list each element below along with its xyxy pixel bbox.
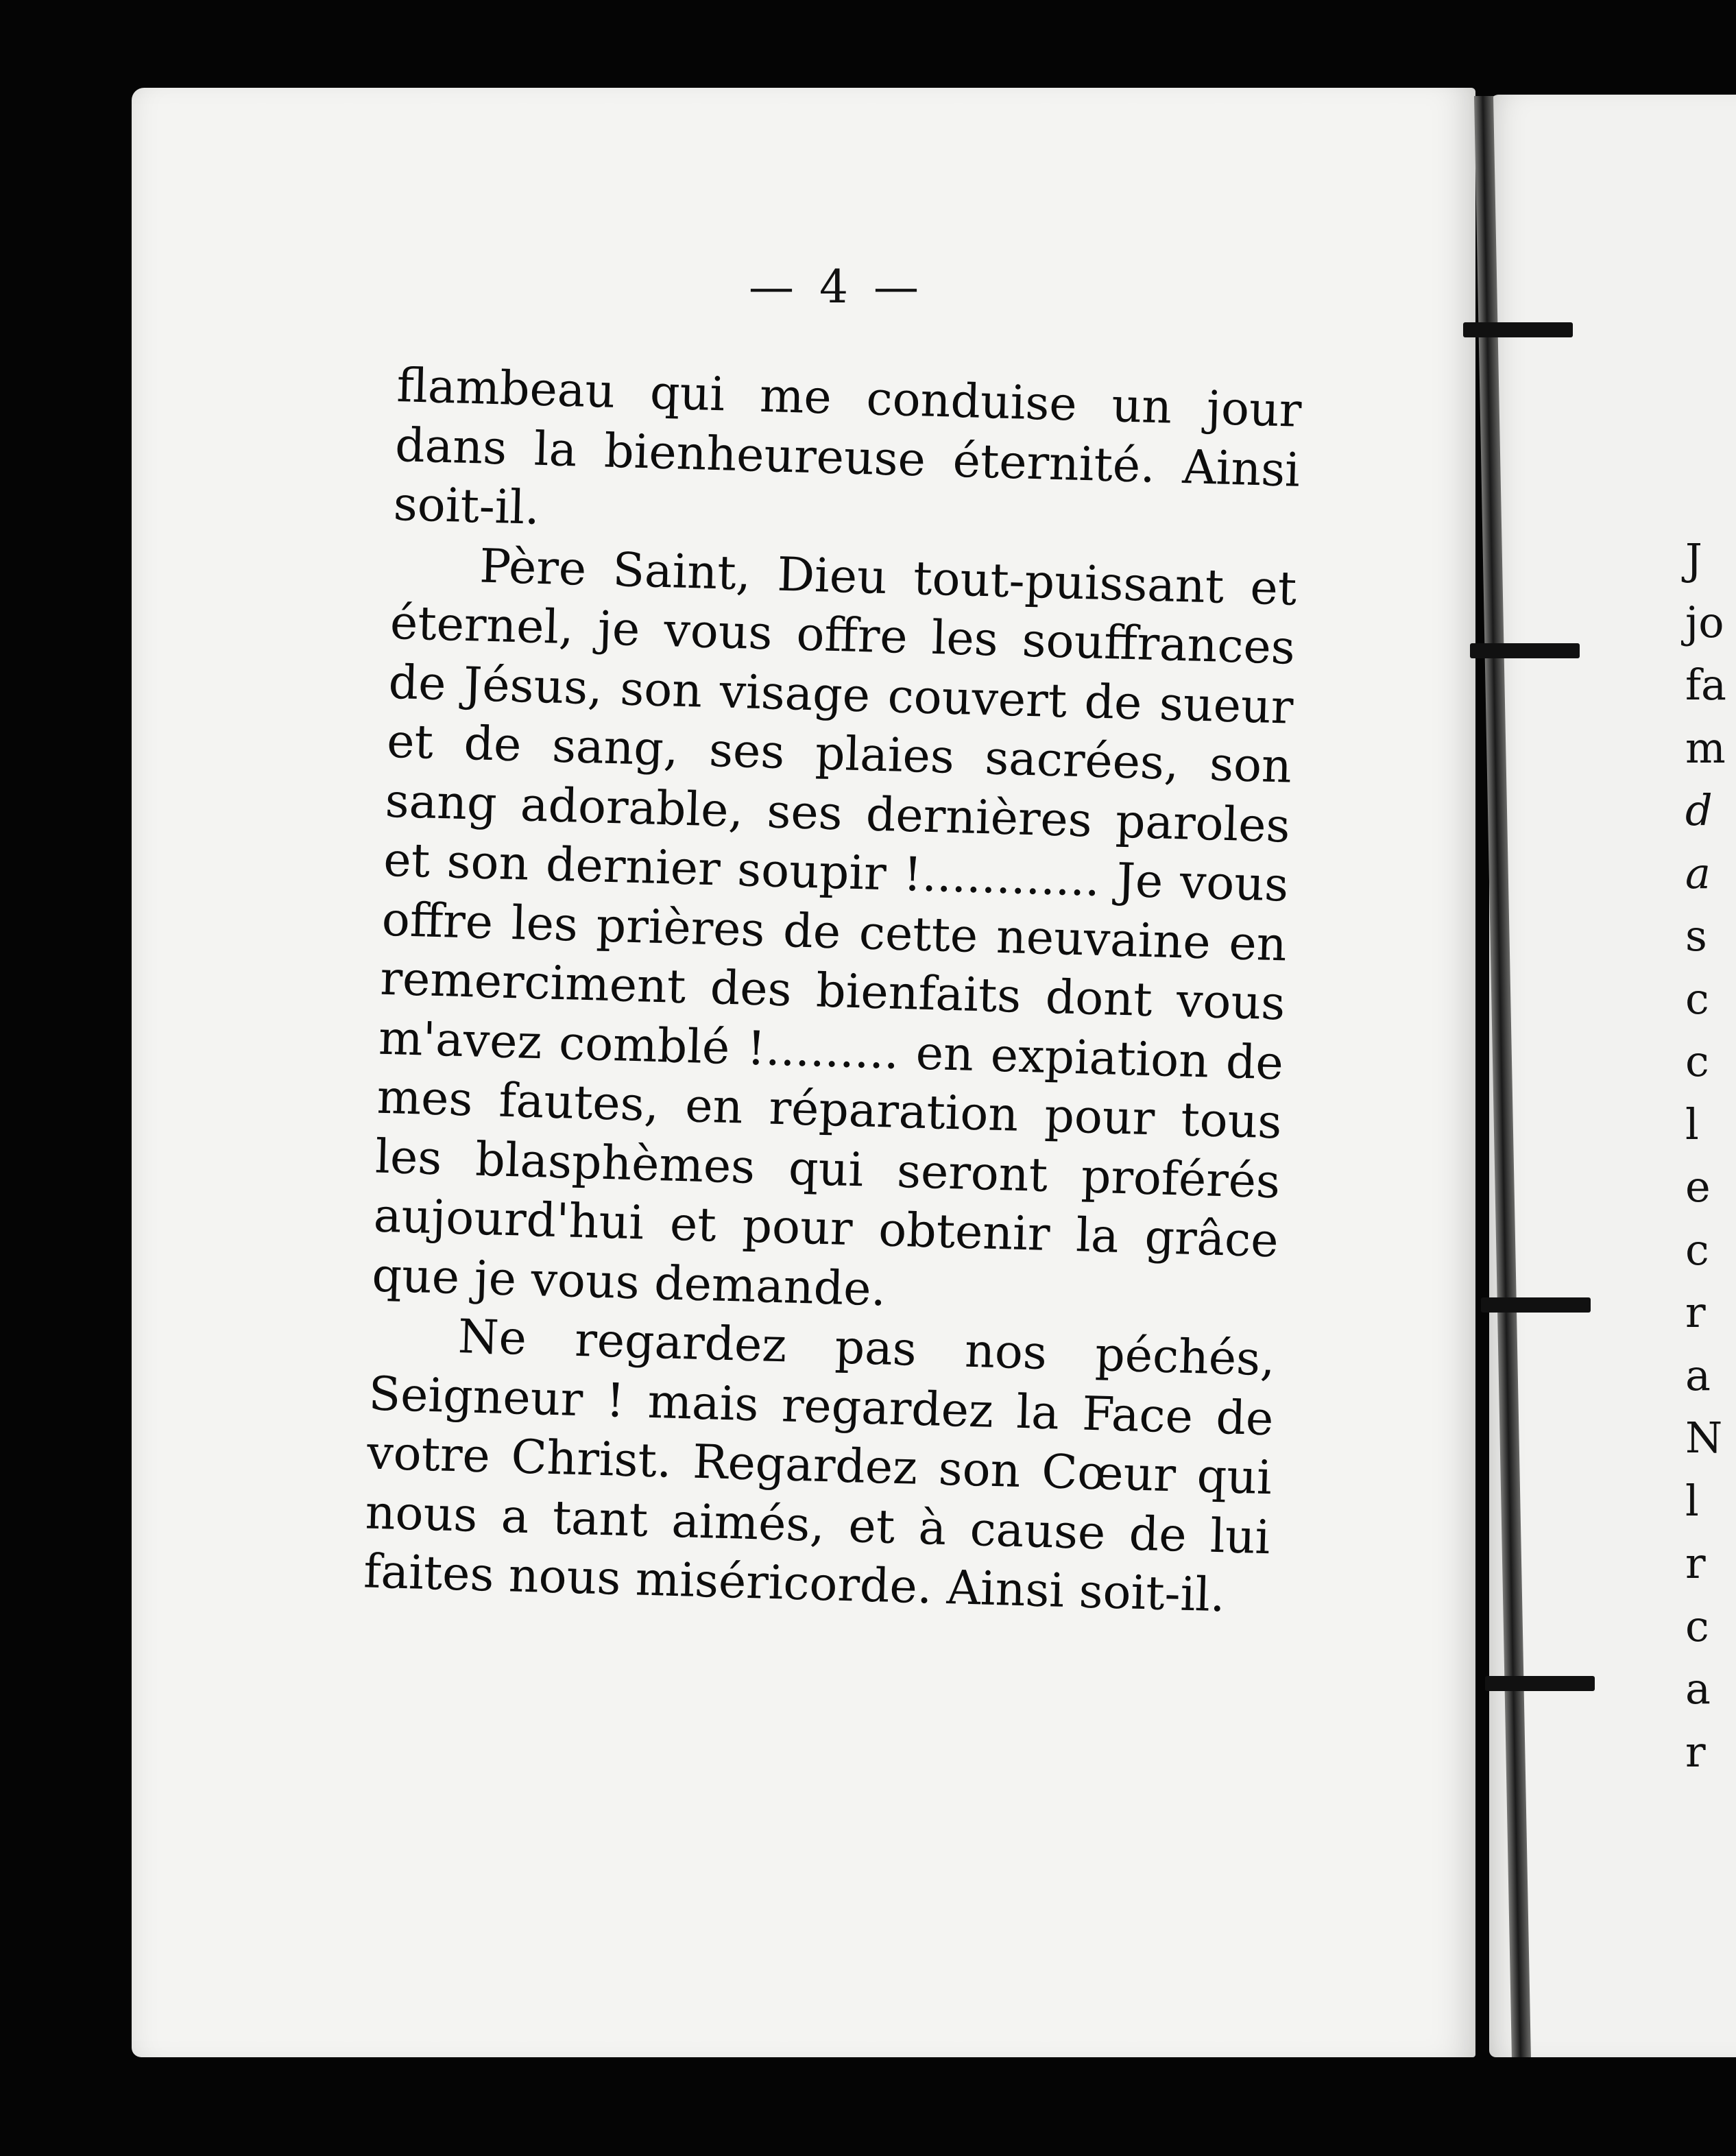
line-start: d [1685, 785, 1713, 835]
paragraph: Ne regardez pas nos péchés, Seigneur ! mais regardez la Face de votre Christ. Regardez son Cœur qui nous a tant aimés, et à cause de lui faites nous miséricorde. Ainsi soit-il. [363, 1310, 1276, 1623]
line-start: r [1685, 1287, 1706, 1337]
line-start: l [1685, 1475, 1699, 1526]
line-start: r [1685, 1726, 1706, 1777]
line-start: jo [1685, 597, 1724, 647]
paragraph: Père Saint, Dieu tout-puissant et éternel, je vous offre les souffrances de Jésus, son visage couvert de sueur et de sang, ses plaies sacrées, son sang adorable, ses dernières paroles et son dernier soupir !............ Je vous offre les prières de cette neuvaine en remerciment des bienfaits dont vous m'avez comblé !......... en expiation de mes fautes, en réparation pour tous les blasphèmes qui seront proférés aujourd'hui et pour obtenir la grâce que je vous demande. [371, 538, 1298, 1317]
page-number: — 4 — [749, 261, 924, 313]
line-start: e [1685, 1162, 1711, 1212]
line-start: s [1685, 911, 1707, 961]
line-start: c [1685, 973, 1709, 1024]
line-start: a [1685, 848, 1711, 898]
binding-stitch [1485, 1676, 1595, 1691]
line-start: fa [1685, 660, 1726, 710]
line-start: r [1685, 1538, 1706, 1588]
line-start: N [1685, 1413, 1723, 1463]
line-start: a [1685, 1664, 1711, 1714]
paragraph: flambeau qui me conduise un jour dans la bienheureuse éternité. Ainsi soit-il. [392, 358, 1303, 536]
line-start: J [1685, 534, 1702, 584]
line-start: c [1685, 1224, 1709, 1275]
line-start: m [1685, 722, 1726, 773]
line-start: c [1685, 1036, 1709, 1086]
binding-stitch [1481, 1297, 1591, 1313]
binding-stitch [1470, 643, 1580, 658]
line-start: c [1685, 1601, 1709, 1651]
line-start: l [1685, 1099, 1699, 1149]
prayer-text [363, 357, 1302, 1627]
line-start: a [1685, 1350, 1711, 1400]
facing-page-text [1685, 528, 1726, 1783]
binding-stitch [1463, 322, 1573, 337]
